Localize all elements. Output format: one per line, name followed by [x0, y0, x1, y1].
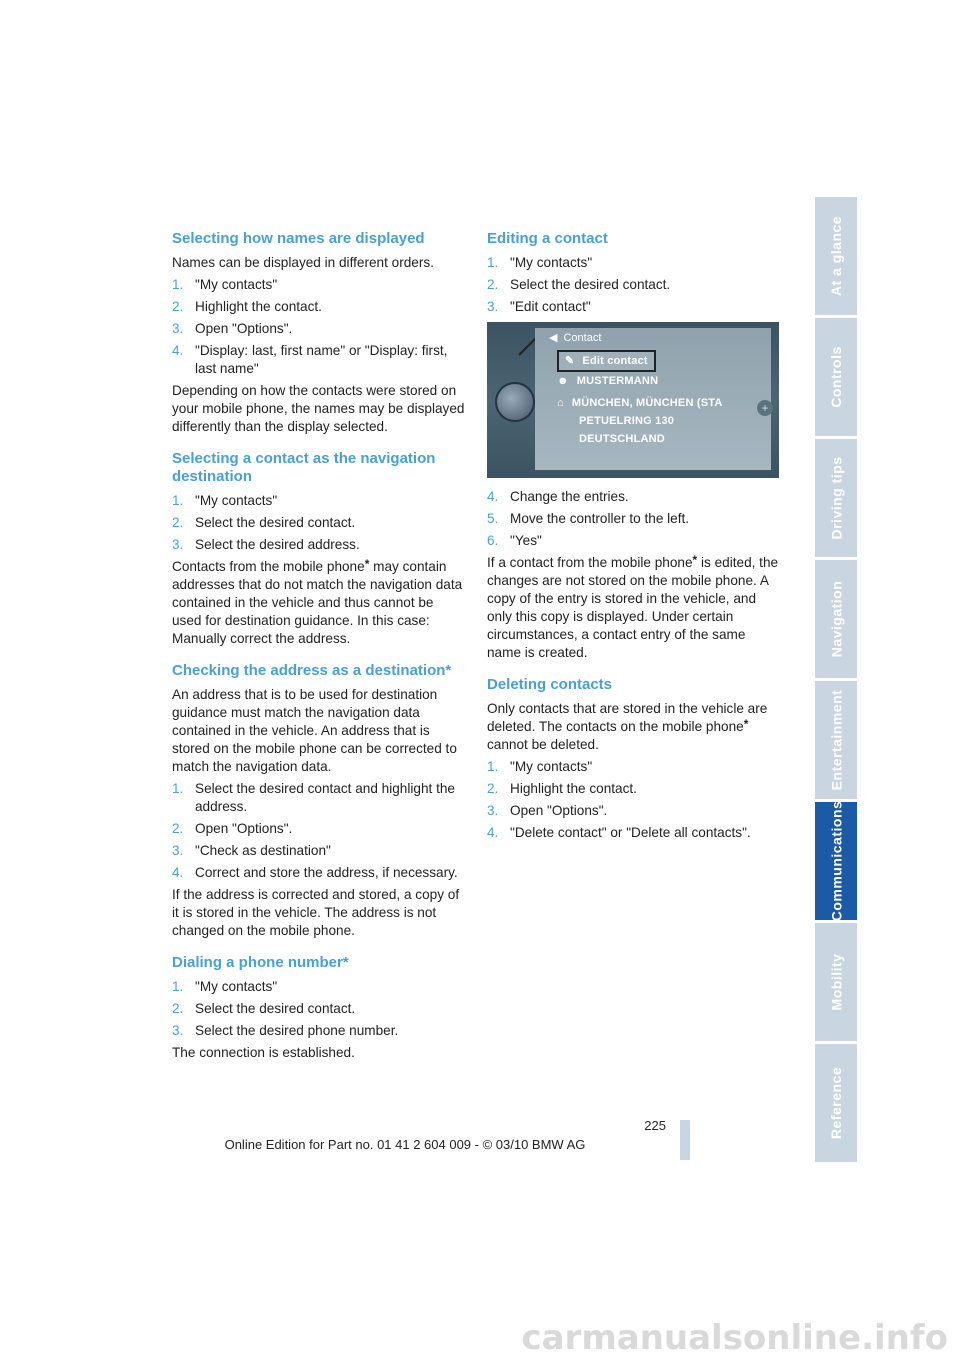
- text: may contain addresses that do not match the navigation data contained in the vehicle and thus cannot be used for destination guidance. In this case: Manually correct the address.: [172, 559, 463, 646]
- step-number: 3.: [487, 803, 499, 818]
- step-item: [172, 820, 466, 838]
- row-label: PETUELRING 130: [579, 415, 675, 427]
- option-star: *: [364, 557, 370, 571]
- step-number: 6.: [487, 533, 499, 548]
- section-heading: Selecting how names are displayed: [172, 230, 425, 247]
- step-list: [487, 254, 781, 316]
- step-text: "My contacts": [195, 277, 278, 292]
- step-item: [487, 824, 781, 842]
- tab-mobility[interactable]: [815, 923, 857, 1044]
- step-number: 5.: [487, 511, 499, 526]
- step-item: [487, 780, 781, 798]
- step-item: [172, 864, 466, 882]
- row-label: Edit contact: [582, 355, 648, 367]
- step-text: Open "Options".: [195, 321, 293, 336]
- back-arrow-icon: ◀: [549, 332, 558, 344]
- step-number: 3.: [172, 321, 184, 336]
- step-number: 3.: [487, 299, 499, 314]
- step-text: Open "Options".: [195, 821, 293, 836]
- step-number: 1.: [172, 781, 184, 796]
- paragraph: If the address is corrected and stored, a copy of it is stored in the vehicle. The address is not changed on the mobile phone.: [172, 887, 460, 938]
- step-text: Select the desired contact and highlight the address.: [195, 781, 455, 814]
- step-text: "Edit contact": [510, 299, 591, 314]
- step-text: Select the desired phone number.: [195, 1023, 399, 1038]
- step-number: 1.: [172, 979, 184, 994]
- step-text: "My contacts": [510, 255, 593, 270]
- step-item: [172, 842, 466, 860]
- screen-header: [549, 328, 601, 348]
- watermark: carmanualsonline.info: [521, 1318, 948, 1358]
- step-item: [487, 298, 781, 316]
- paragraph: [487, 554, 781, 662]
- text: Contacts from the mobile phone: [172, 559, 365, 574]
- section-name-display: [172, 230, 466, 436]
- paragraph: The connection is established.: [172, 1045, 355, 1060]
- step-text: "My contacts": [195, 493, 278, 508]
- step-number: 3.: [172, 537, 184, 552]
- step-list: [172, 276, 466, 378]
- step-item: [487, 802, 781, 820]
- step-item: [172, 1022, 466, 1040]
- step-number: 2.: [172, 821, 184, 836]
- section-heading: Deleting contacts: [487, 676, 613, 693]
- paragraph: Names can be displayed in different orders.: [172, 255, 434, 270]
- step-text: Highlight the contact.: [195, 299, 322, 314]
- controller-knob-icon: [495, 382, 535, 422]
- section-heading: Selecting a contact as the navigation destination: [172, 450, 436, 485]
- left-column: [172, 230, 466, 1076]
- section-edit-contact: [487, 230, 781, 662]
- step-number: 3.: [172, 843, 184, 858]
- step-number: 4.: [487, 825, 499, 840]
- step-text: "My contacts": [510, 759, 593, 774]
- step-list: [172, 978, 466, 1040]
- step-item: [172, 492, 466, 510]
- tab-label: Navigation: [828, 580, 845, 658]
- section-dial-number: [172, 954, 466, 1062]
- step-item: [487, 254, 781, 272]
- step-item: [487, 758, 781, 776]
- tab-at-a-glance[interactable]: [815, 197, 857, 318]
- screen-display: [535, 328, 771, 470]
- step-text: "Check as destination": [195, 843, 331, 858]
- tab-label: Reference: [828, 1066, 845, 1140]
- step-item: [172, 320, 466, 338]
- step-item: [172, 1000, 466, 1018]
- house-icon: ⌂: [557, 397, 564, 409]
- tab-label: At a glance: [828, 215, 845, 297]
- edit-contact-option: [557, 350, 656, 372]
- tab-navigation[interactable]: [815, 560, 857, 681]
- step-text: "Delete contact" or "Delete all contacts".: [510, 825, 751, 840]
- plus-icon: +: [757, 400, 773, 416]
- step-number: 1.: [172, 493, 184, 508]
- text: cannot be deleted.: [487, 737, 599, 752]
- option-star: *: [743, 717, 749, 731]
- text: If a contact from the mobile phone: [487, 555, 693, 570]
- step-text: Select the desired contact.: [195, 1001, 356, 1016]
- step-item: [172, 276, 466, 294]
- step-list: [487, 488, 781, 550]
- tab-entertainment[interactable]: [815, 681, 857, 802]
- step-item: [172, 978, 466, 996]
- step-item: [487, 488, 781, 506]
- step-item: [172, 298, 466, 316]
- step-text: Select the desired address.: [195, 537, 360, 552]
- tab-label: Controls: [828, 346, 844, 408]
- step-item: [487, 510, 781, 528]
- tab-controls[interactable]: [815, 318, 857, 439]
- idrive-screen-image: [487, 322, 779, 478]
- step-text: "Display: last, first name" or "Display: first, last name": [195, 343, 448, 376]
- screen-title: Contact: [563, 332, 602, 344]
- step-text: Correct and store the address, if necessary.: [195, 865, 458, 880]
- tab-label: Driving tips: [828, 456, 845, 540]
- step-item: [172, 342, 466, 378]
- step-text: Move the controller to the left.: [510, 511, 690, 526]
- chapter-sidebar: [815, 197, 857, 1165]
- step-text: "My contacts": [195, 979, 278, 994]
- step-number: 2.: [172, 299, 184, 314]
- tab-communications[interactable]: [815, 802, 857, 923]
- tab-label: Mobility: [828, 953, 845, 1011]
- footer-text: Online Edition for Part no. 01 41 2 604 009 - © 03/10 BMW AG: [224, 1137, 586, 1152]
- step-number: 2.: [487, 781, 499, 796]
- step-text: Select the desired contact.: [195, 515, 356, 530]
- address-line: [579, 430, 665, 448]
- section-heading: Dialing a phone number*: [172, 954, 349, 971]
- row-label: MUSTERMANN: [576, 375, 659, 387]
- step-number: 1.: [487, 255, 499, 270]
- paragraph: Depending on how the contacts were stored on your mobile phone, the names may be displayed differently than the display selected.: [172, 383, 465, 434]
- step-list: [487, 758, 781, 842]
- section-heading: Editing a contact: [487, 230, 608, 247]
- step-item: [487, 276, 781, 294]
- step-number: 2.: [487, 277, 499, 292]
- pencil-icon: ✎: [565, 355, 575, 367]
- step-number: 4.: [172, 343, 184, 358]
- contact-name-row: [557, 372, 658, 390]
- paragraph: [172, 558, 466, 648]
- paragraph: An address that is to be used for destination guidance must match the navigation data contained in the vehicle. An address that is stored on the mobile phone can be corrected to match the navigation data.: [172, 687, 457, 774]
- section-heading: Checking the address as a destination*: [172, 662, 452, 679]
- section-check-address: [172, 662, 466, 940]
- step-item: [487, 532, 781, 550]
- section-delete-contacts: [487, 676, 781, 842]
- option-star: *: [692, 553, 698, 567]
- step-text: Highlight the contact.: [510, 781, 637, 796]
- step-text: Select the desired contact.: [510, 277, 671, 292]
- step-text: Open "Options".: [510, 803, 608, 818]
- right-column: [487, 230, 781, 856]
- step-text: Change the entries.: [510, 489, 629, 504]
- tab-driving-tips[interactable]: [815, 439, 857, 560]
- step-item: [172, 514, 466, 532]
- step-number: 2.: [172, 515, 184, 530]
- tab-label: Communications: [828, 800, 845, 922]
- step-list: [172, 492, 466, 554]
- step-number: 3.: [172, 1023, 184, 1038]
- row-label: DEUTSCHLAND: [579, 433, 665, 445]
- paragraph: [487, 700, 781, 754]
- row-label: MÜNCHEN, MÜNCHEN (STA: [571, 397, 723, 409]
- address-row: [557, 394, 723, 412]
- tab-label: Entertainment: [828, 689, 844, 791]
- section-navigation-destination: [172, 450, 466, 648]
- text: Only contacts that are stored in the vehicle are deleted. The contacts on the mobile phone: [487, 701, 768, 734]
- step-text: "Yes": [510, 533, 542, 548]
- step-list: [172, 780, 466, 882]
- step-number: 4.: [487, 489, 499, 504]
- address-line: [579, 412, 674, 430]
- step-number: 4.: [172, 865, 184, 880]
- step-number: 1.: [487, 759, 499, 774]
- step-item: [172, 536, 466, 554]
- person-icon: ☻: [557, 375, 569, 387]
- step-number: 2.: [172, 1001, 184, 1016]
- step-item: [172, 780, 466, 816]
- page-number: 225: [644, 1118, 666, 1133]
- step-number: 1.: [172, 277, 184, 292]
- text: is edited, the changes are not stored on the mobile phone. A copy of the entry is stored in the vehicle, and only this copy is displayed. Under certain circumstances, a contact entry of the same name is created.: [487, 555, 779, 660]
